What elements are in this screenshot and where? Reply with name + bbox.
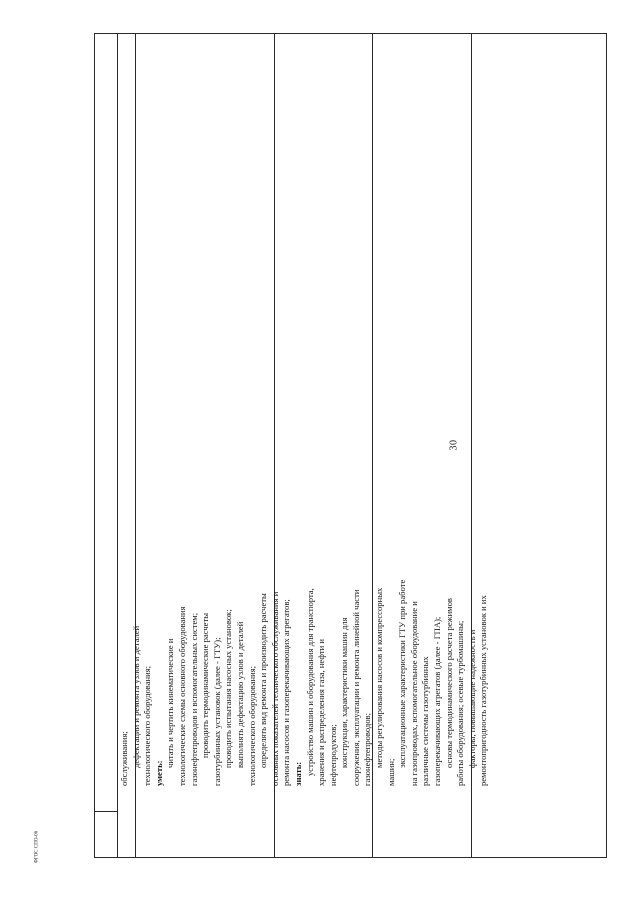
text-line: основных показателей технического обслуживания и: [269, 591, 280, 786]
text-line: факторы, повышающие надежность и: [466, 629, 477, 768]
row-divider: [95, 811, 117, 812]
text-line: проводить термодинамические расчеты: [200, 612, 211, 758]
competency-text: [117, 477, 570, 790]
text-line: основы термодинамического расчета режимов: [443, 598, 454, 768]
text-line: проводить испытания насосных установок;: [223, 609, 234, 768]
text-line: различные системы газотурбинных: [420, 656, 431, 786]
text-line: определять вид ремонта и производить расчеты: [258, 593, 269, 768]
text-line: сооружения, эксплуатации и ремонта линейной части: [350, 589, 361, 786]
text-line: на газопроводах, вспомогательное оборудование и: [408, 601, 419, 786]
text-line: устройство машин и оборудования для транспорта,: [304, 588, 315, 776]
text-line: читать и чертить кинематические и: [165, 638, 176, 768]
text-line: уметь:: [153, 760, 164, 786]
text-line: газотурбинных установок (далее - ГТУ);: [211, 637, 222, 786]
text-line: ремонта насосов и газоперекачивающих агрегатов;: [281, 599, 292, 786]
text-line: хранения и распределения газа, нефти и: [316, 638, 327, 786]
text-line: обслуживания;: [119, 731, 129, 786]
text-line: технологические схемы основного оборудования: [176, 606, 187, 786]
text-line: конструкции, характеристики машин для: [339, 617, 350, 768]
text-line: методы регулирования насосов и компрессорных: [374, 587, 385, 768]
text-line: ремонтопригодность газотурбинных установок и их: [478, 595, 489, 786]
text-line: нефтепродуктов;: [327, 724, 338, 786]
text-line: эксплуатационные характеристики ГТУ при работе: [397, 579, 408, 768]
text-line: дефектации и ремонта узлов и деталей: [130, 625, 141, 768]
footer-code: ФГОС СПО-06: [34, 830, 40, 864]
text-line: газонефтепроводов и вспомогательных систем;: [188, 612, 199, 786]
text-line: технологического оборудования;: [246, 665, 257, 786]
text-line: машин;: [385, 758, 396, 786]
text-line: выполнять дефектацию узлов и деталей: [234, 621, 245, 768]
text-line: знать:: [292, 761, 303, 786]
page-number: 30: [448, 439, 460, 451]
text-line: газоперекачивающих агрегатов (далее - ГПА);: [432, 616, 443, 786]
text-line: работы оборудования; осевые турбомашины;: [455, 620, 466, 786]
competency-text-cell: [117, 477, 570, 790]
text-line: технологического оборудования;: [142, 665, 153, 786]
text-line: газонефтепроводов;: [362, 713, 373, 786]
